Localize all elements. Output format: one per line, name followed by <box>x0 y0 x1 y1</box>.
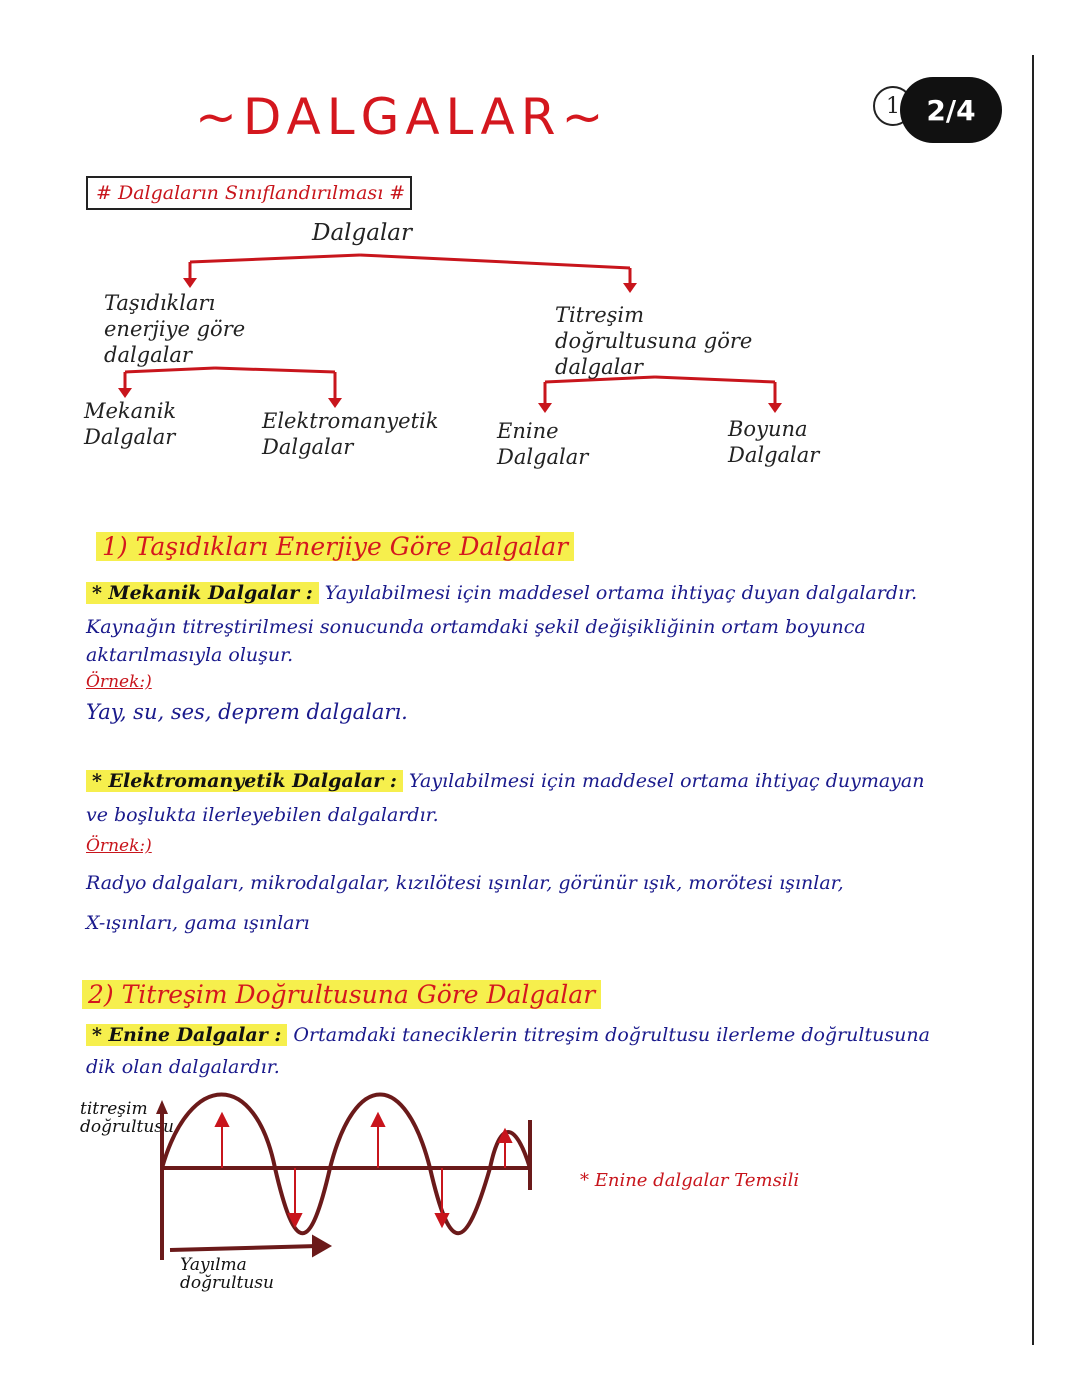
elektro-line1: * Elektromanyetik Dalgalar : Yayılabilmesi için maddesel ortama ihtiyaç duymayan <box>86 766 924 796</box>
tree-leaf-enine: Enine Dalgalar <box>497 419 589 469</box>
label-titresim: titreşim doğrultusu <box>80 1099 174 1137</box>
ornek2-label: Örnek:) <box>86 836 152 856</box>
page-circle-number: 1 <box>873 86 913 126</box>
elektro-line2: ve boşlukta ilerleyebilen dalgalardır. <box>86 804 439 826</box>
ornek2-line1: Radyo dalgaları, mikrodalgalar, kızılötesi ışınlar, görünür ışık, morötesi ışınlar, <box>86 872 844 894</box>
transverse-wave-diagram <box>0 1080 1080 1310</box>
tree-vibration-branch: Titreşim doğrultusuna göre dalgalar <box>555 303 753 379</box>
tree-line-root-left <box>190 255 360 262</box>
section1-heading: 1) Taşıdıkları Enerjiye Göre Dalgalar <box>96 532 574 561</box>
tree-line-energy-left <box>125 368 215 372</box>
mekanik-line2: Kaynağın titreştirilmesi sonucunda ortamdaki şekil değişikliğinin ortam boyunca <box>86 616 866 638</box>
wave-curve <box>162 1095 530 1234</box>
arrowhead-up-1 <box>216 1114 228 1126</box>
arrowhead-up-2 <box>372 1114 384 1126</box>
arrowhead-enine <box>538 403 552 413</box>
propagation-arrow <box>170 1246 318 1250</box>
classification-box: # Dalgaların Sınıflandırılması # <box>86 176 412 210</box>
arrowhead-boyuna <box>768 403 782 413</box>
tree-leaf-mekanik: Mekanik Dalgalar <box>84 399 177 449</box>
enine-line1: * Enine Dalgalar : Ortamdaki taneciklerin titreşim doğrultusu ilerleme doğrultusuna <box>86 1020 930 1050</box>
ornek2-line2: X-ışınları, gama ışınları <box>86 912 310 934</box>
mekanik-line3: aktarılmasıyla oluşur. <box>86 644 294 666</box>
tree-line-root-right <box>360 255 630 268</box>
enine-term: * Enine Dalgalar : <box>86 1024 287 1046</box>
tree-leaf-elektromanyetik: Elektromanyetik Dalgalar <box>262 409 439 459</box>
ornek1-label: Örnek:) <box>86 672 152 692</box>
arrowhead-left <box>183 278 197 288</box>
tree-energy-branch: Taşıdıkları enerjiye göre dalgalar <box>104 291 246 367</box>
mekanik-line1: * Mekanik Dalgalar : Yayılabilmesi için maddesel ortama ihtiyaç duyan dalgalardır. <box>86 578 917 608</box>
arrowhead-elektro <box>328 398 342 408</box>
arrowhead-mekanik <box>118 388 132 398</box>
arrowhead-right <box>623 283 637 293</box>
tree-line-energy-right <box>215 368 335 372</box>
ornek1-text: Yay, su, ses, deprem dalgaları. <box>86 700 408 724</box>
enine-line2: dik olan dalgalardır. <box>86 1056 280 1078</box>
elektro-term: * Elektromanyetik Dalgalar : <box>86 770 403 792</box>
page-number-badge: 2/4 <box>900 77 1002 143</box>
axis-vertical-arrowhead <box>156 1100 168 1114</box>
tree-root: Dalgalar <box>312 220 413 246</box>
mekanik-term: * Mekanik Dalgalar : <box>86 582 319 604</box>
propagation-arrowhead <box>314 1238 328 1254</box>
section2-heading: 2) Titreşim Doğrultusuna Göre Dalgalar <box>82 980 601 1009</box>
tree-leaf-boyuna: Boyuna Dalgalar <box>728 417 820 467</box>
wave-caption: * Enine dalgalar Temsili <box>580 1170 800 1191</box>
label-yayilma: Yayılma doğrultusu <box>180 1255 274 1293</box>
page-title: ~DALGALAR~ <box>195 88 610 146</box>
